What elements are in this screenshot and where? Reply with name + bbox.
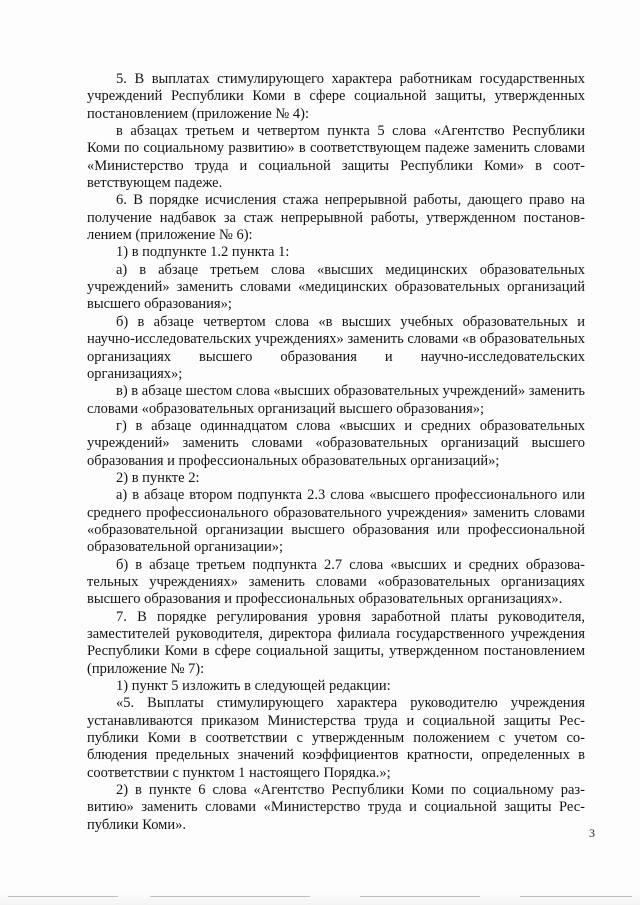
scan-edge-line bbox=[360, 896, 480, 897]
scan-edge-line bbox=[150, 896, 310, 897]
paragraph-6-item-2a: а) в абзаце втором подпункта 2.3 слова «высшего профессионального или среднего профессионального образовательного учреждения» заменить словами «образовательной организации высшего образования или профессиональной образовательной организации»; bbox=[87, 487, 585, 556]
scan-edge-line bbox=[8, 896, 118, 897]
paragraph-6: 6. В порядке исчисления стажа непрерывной работы, дающего право на получение надбавок за стаж непрерывной работы, утвержденном постановлением (приложение № 6): bbox=[87, 192, 585, 244]
paragraph-6-item-1: 1) в подпункте 1.2 пункта 1: bbox=[116, 244, 290, 261]
document-body bbox=[87, 71, 585, 834]
paragraph-6-item-2: 2) в пункте 2: bbox=[116, 469, 200, 486]
paragraph-5: 5. В выплатах стимулирующего характера работникам государственных учреждений Республики Коми в сфере социальной защиты, утвержденных постановлением (приложение № 4): bbox=[87, 71, 585, 122]
scan-edge-line bbox=[520, 896, 632, 897]
paragraph-6-item-2b: б) в абзаце третьем подпункта 2.7 слова «высших и средних образовательных учреждениях» заменить словами «образовательных организациях высшего образования и профессиональных образовательных организациях». bbox=[87, 556, 585, 608]
paragraph-6-item-1a: а) в абзаце третьем слова «высших медицинских образовательных учреждений» заменить словами «медицинских образовательных организаций высшего образования»; bbox=[87, 261, 585, 313]
page-number: 3 bbox=[589, 826, 595, 840]
paragraph-6-item-1b: б) в абзаце четвертом слова «в высших учебных образовательных и научно-исследовательских учреждениях» заменить словами «в образовательных организациях высшего образования и научно-исследовательских организациях»; bbox=[87, 313, 585, 382]
page-bottom-edge bbox=[0, 892, 640, 905]
paragraph-7-item-2: 2) в пункте 6 слова «Агентство Республики Коми по социальному развитию» заменить словами «Министерство труда и социальной защиты Республики Коми». bbox=[87, 782, 585, 833]
paragraph-7-item-1: 1) пункт 5 изложить в следующей редакции: bbox=[116, 678, 391, 695]
paragraph-7-quote: «5. Выплаты стимулирующего характера руководителю учреждения устанавливаются приказом Министерства труда и социальной защиты Республики Коми в соответствии с утвержденным положением с учетом соблюдения предельных значений коэффициентов кратности, определенных в соответствии с пунктом 1 настоящего Порядка.»; bbox=[87, 695, 585, 781]
paragraph-5-detail: в абзацах третьем и четвертом пункта 5 слова «Агентство Республики Коми по социальному развитию» в соответствующем падеже заменить словами «Министерство труда и социальной защиты Республики Коми» в соответствующем падеже. bbox=[87, 123, 585, 192]
paragraph-6-item-1v: в) в абзаце шестом слова «высших образовательных учреждений» заменить словами «образовательных организаций высшего образования»; bbox=[87, 383, 585, 417]
paragraph-6-item-1g: г) в абзаце одиннадцатом слова «высших и средних образовательных учреждений» заменить словами «образовательных организаций высшего образования и профессиональных образовательных организаций»; bbox=[87, 417, 585, 469]
paragraph-7: 7. В порядке регулирования уровня заработной платы руководителя, заместителей руководителя, директора филиала государственного учреждения Республики Коми в сфере социальной защиты, утвержденном постановлением (приложение № 7): bbox=[87, 608, 585, 677]
